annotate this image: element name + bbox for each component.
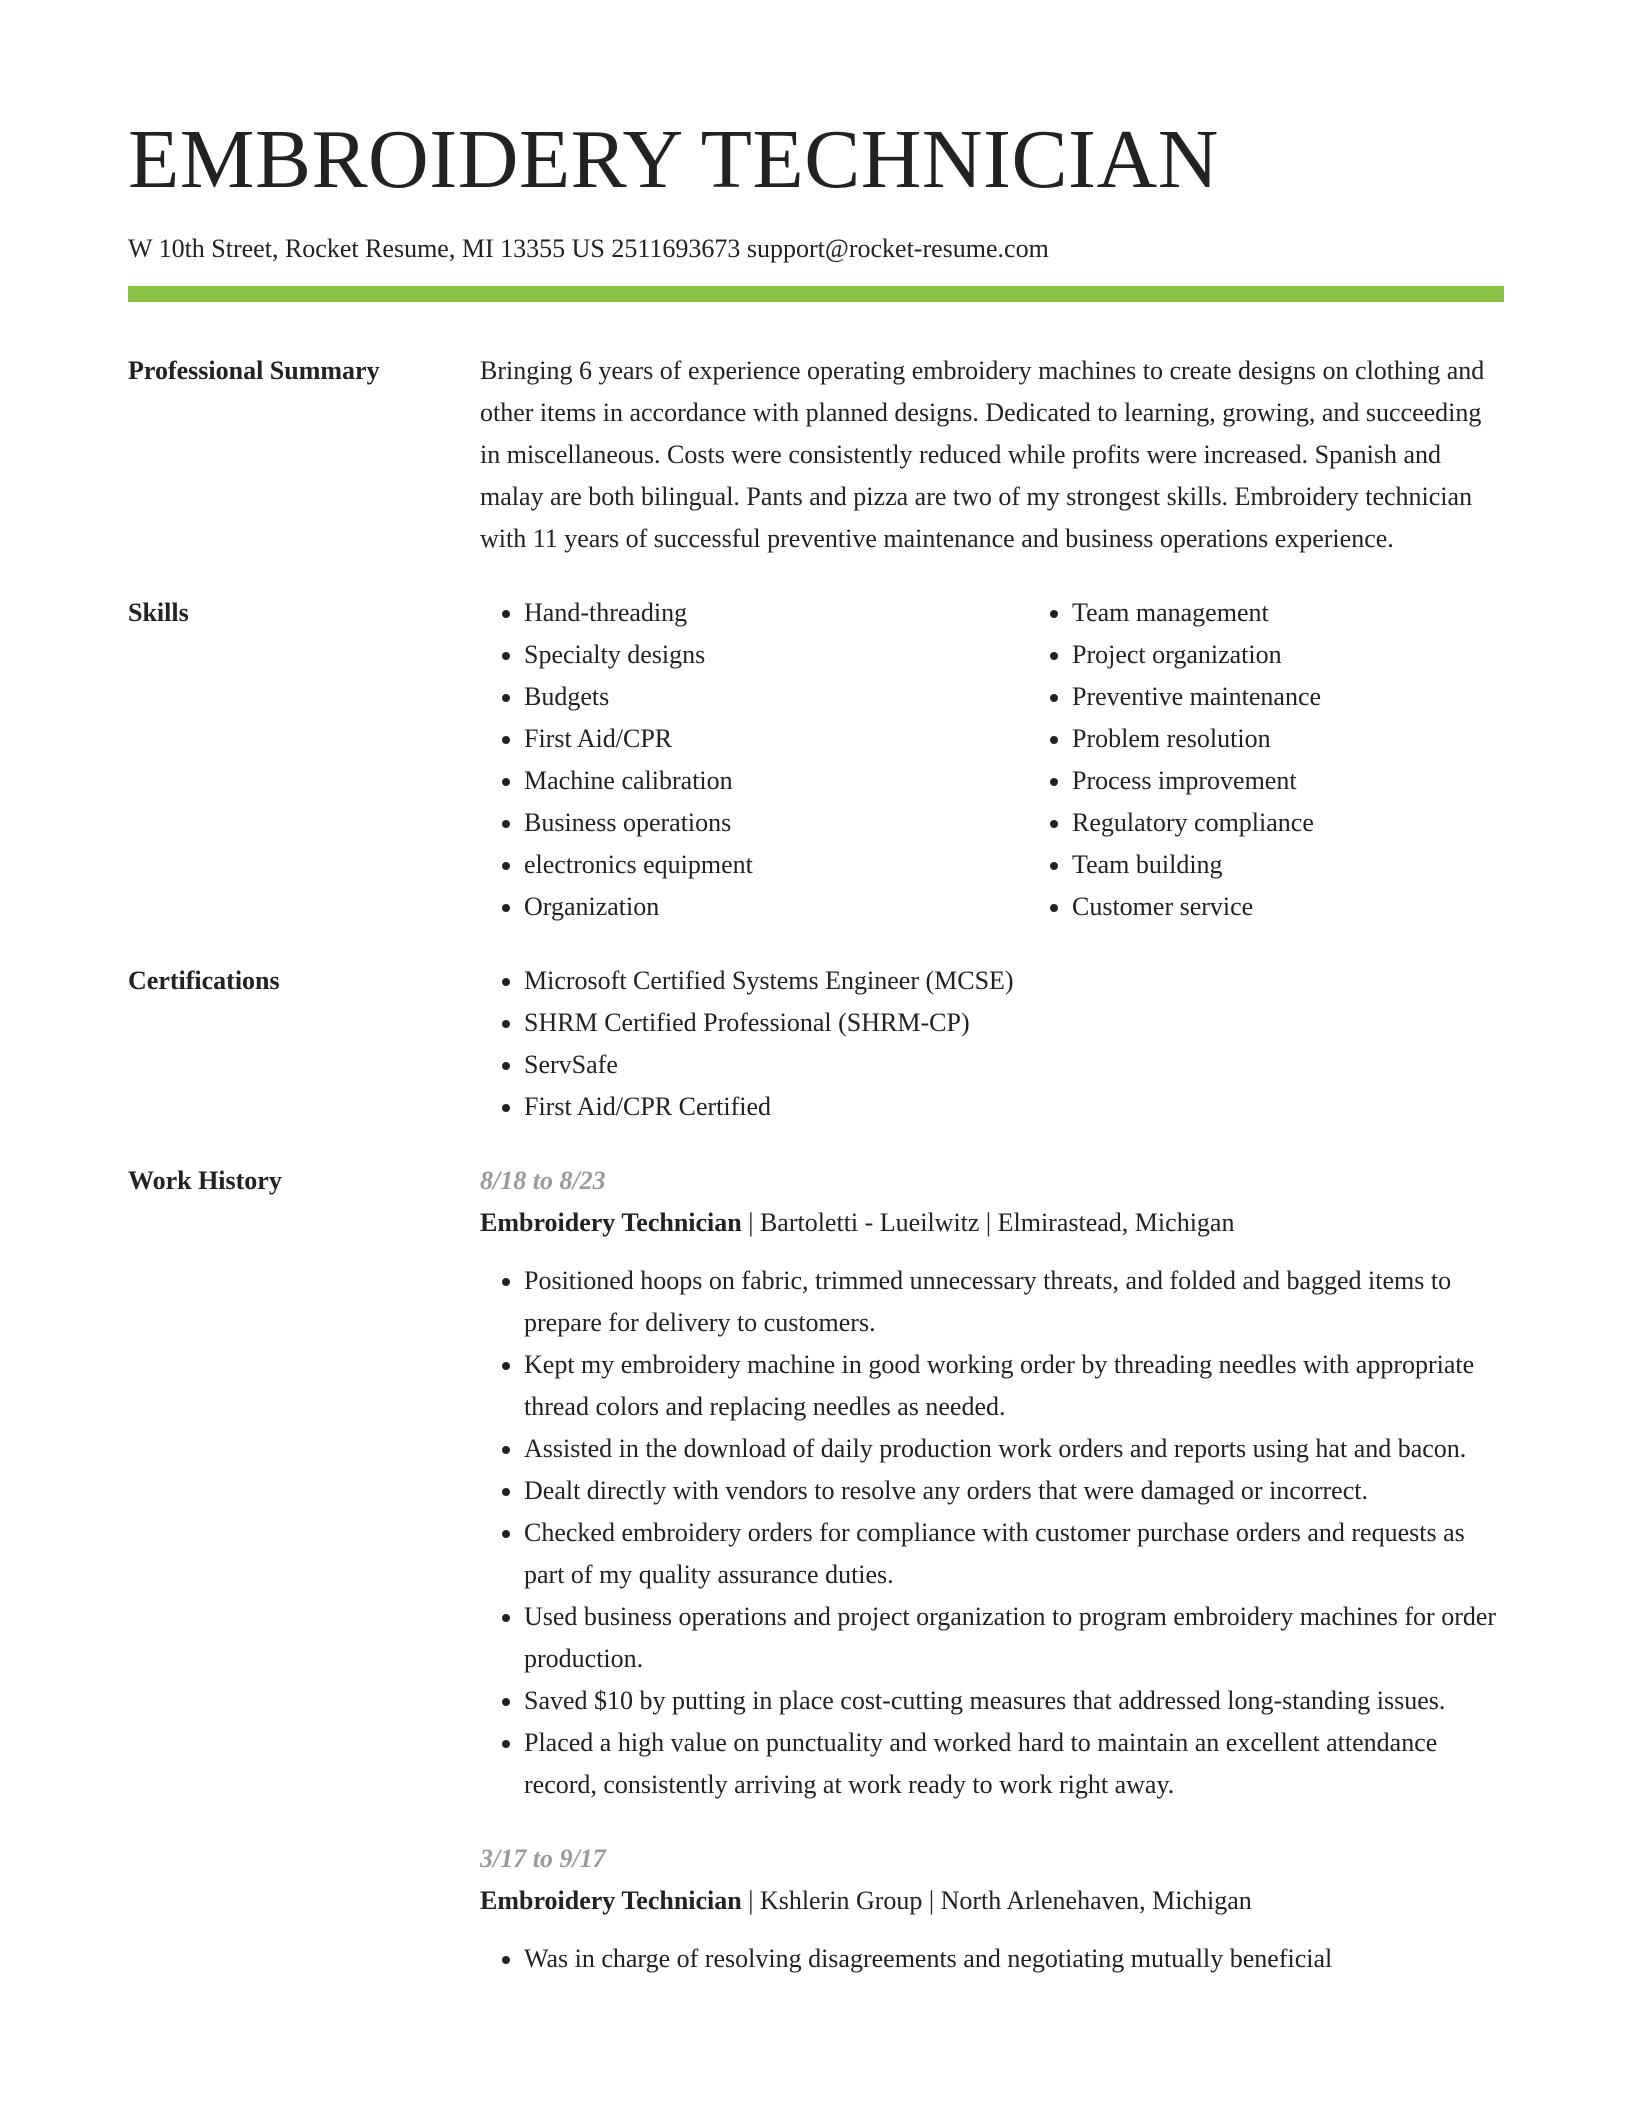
certification-item: • SHRM Certified Professional (SHRM-CP)	[524, 1002, 1504, 1044]
certifications-heading: Certifications	[128, 966, 280, 995]
job-duties	[480, 1260, 1504, 1806]
job-entry	[480, 1838, 1504, 1980]
skill-item: • Business operations	[524, 802, 984, 844]
skill-item: • Specialty designs	[524, 634, 984, 676]
job-duty: • Assisted in the download of daily production work orders and reports using hat and bacon.	[524, 1428, 1504, 1470]
skill-item: • Budgets	[524, 676, 984, 718]
skill-item: • Preventive maintenance	[1072, 676, 1532, 718]
skill-item: • Hand-threading	[524, 592, 984, 634]
job-header	[480, 1880, 1504, 1922]
skill-item: • Process improvement	[1072, 760, 1532, 802]
skill-item: • Regulatory compliance	[1072, 802, 1532, 844]
accent-rule	[128, 286, 1504, 302]
job-employer-location: | Kshlerin Group | North Arlenehaven, Michigan	[741, 1886, 1252, 1915]
skills-heading: Skills	[128, 598, 189, 627]
skills-section	[128, 592, 1504, 928]
work-history-heading: Work History	[128, 1166, 282, 1195]
skill-item: • Organization	[524, 886, 984, 928]
skill-item: • electronics equipment	[524, 844, 984, 886]
job-employer-location: | Bartoletti - Lueilwitz | Elmirastead, Michigan	[741, 1208, 1235, 1237]
contact-line: W 10th Street, Rocket Resume, MI 13355 US 2511693673 support@rocket-resume.com	[128, 234, 1049, 263]
skill-item: • Team management	[1072, 592, 1532, 634]
resume-title: EMBROIDERY TECHNICIAN	[128, 113, 1219, 206]
skill-item: • Team building	[1072, 844, 1532, 886]
skill-item: • Project organization	[1072, 634, 1532, 676]
job-duty: • Placed a high value on punctuality and worked hard to maintain an excellent attendance record, consistently arriving at work ready to work right away.	[524, 1722, 1504, 1806]
job-duty: • Kept my embroidery machine in good working order by threading needles with appropriate thread colors and replacing needles as needed.	[524, 1344, 1504, 1428]
job-duty: • Dealt directly with vendors to resolve any orders that were damaged or incorrect.	[524, 1470, 1504, 1512]
summary-section	[128, 350, 1504, 560]
certifications-list	[480, 960, 1504, 1128]
certification-item: • First Aid/CPR Certified	[524, 1086, 1504, 1128]
job-duty: • Checked embroidery orders for compliance with customer purchase orders and requests as part of my quality assurance duties.	[524, 1512, 1504, 1596]
certification-item: • ServSafe	[524, 1044, 1504, 1086]
job-entry	[480, 1160, 1504, 1806]
job-dates: 8/18 to 8/23	[480, 1166, 606, 1195]
job-header	[480, 1202, 1504, 1244]
skill-item: • Customer service	[1072, 886, 1532, 928]
job-duty: • Saved $10 by putting in place cost-cutting measures that addressed long-standing issues.	[524, 1680, 1504, 1722]
skill-item: • Problem resolution	[1072, 718, 1532, 760]
summary-heading: Professional Summary	[128, 356, 380, 385]
job-dates: 3/17 to 9/17	[480, 1844, 606, 1873]
skill-item: • First Aid/CPR	[524, 718, 984, 760]
certification-item: • Microsoft Certified Systems Engineer (MCSE)	[524, 960, 1504, 1002]
job-duty: • Used business operations and project organization to program embroidery machines for order production.	[524, 1596, 1504, 1680]
resume-sections	[128, 350, 1504, 2044]
skills-list-right	[1028, 592, 1532, 928]
certifications-section	[128, 960, 1504, 1128]
job-title: Embroidery Technician	[480, 1886, 742, 1915]
job-duty: • Positioned hoops on fabric, trimmed unnecessary threats, and folded and bagged items to prepare for delivery to customers.	[524, 1260, 1504, 1344]
summary-text: Bringing 6 years of experience operating embroidery machines to create designs on clothing and other items in accordance with planned designs. Dedicated to learning, growing, and succeeding in miscellaneous. Costs were consistently reduced while profits were increased. Spanish and malay are both bilingual. Pants and pizza are two of my strongest skills. Embroidery technician with 11 years of successful preventive maintenance and business operations experience.	[480, 356, 1485, 553]
skill-item: • Machine calibration	[524, 760, 984, 802]
work-history-section	[128, 1160, 1504, 2012]
job-duty: • Was in charge of resolving disagreements and negotiating mutually beneficial	[524, 1938, 1504, 1980]
job-title: Embroidery Technician	[480, 1208, 742, 1237]
skills-list-left	[480, 592, 984, 928]
job-duties	[480, 1938, 1504, 1980]
